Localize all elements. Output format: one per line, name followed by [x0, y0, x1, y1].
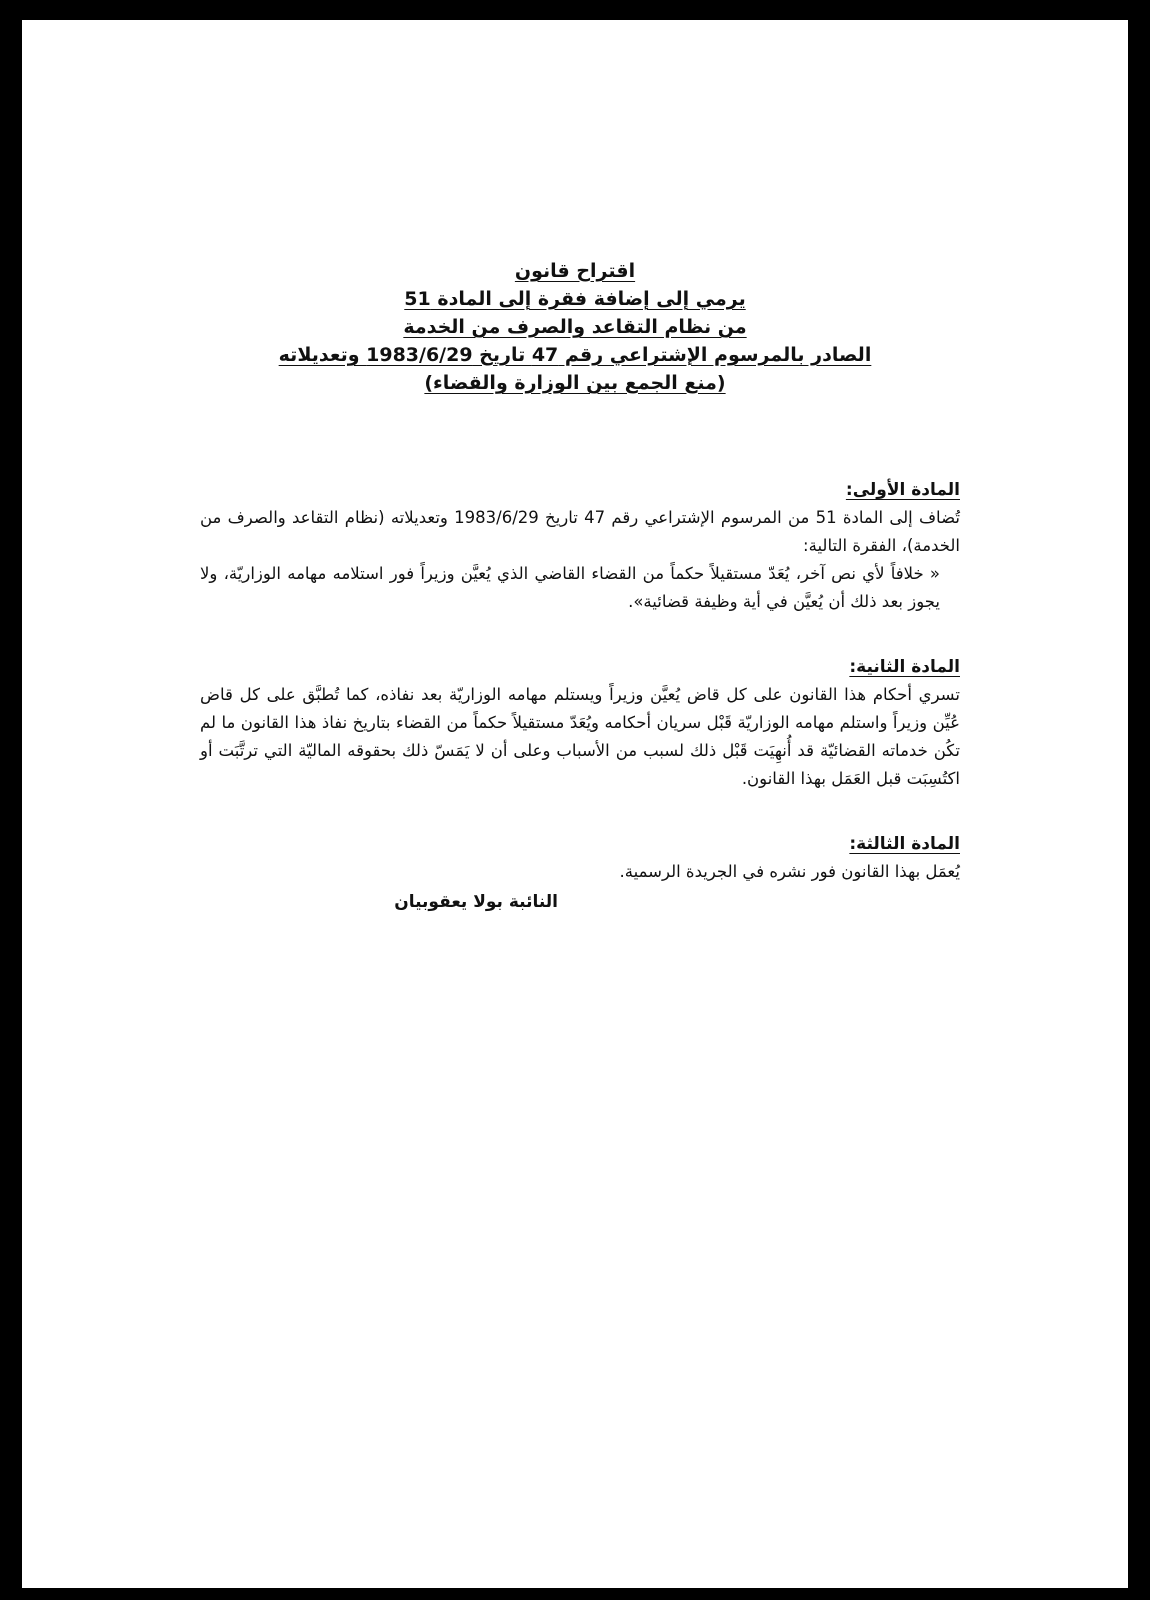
article-3-text: يُعمَل بهذا القانون فور نشره في الجريدة الرسمية.: [619, 862, 960, 881]
document-body: [22, 20, 1128, 1588]
article-2: [200, 653, 960, 793]
article-2-heading: المادة الثانية:: [849, 657, 960, 677]
article-1: [200, 476, 960, 616]
title-line-1: اقتراح قانون: [514, 260, 636, 282]
article-3: [200, 830, 960, 886]
title-line-4: الصادر بالمرسوم الإشتراعي رقم 47 تاريخ 1983/6/29 وتعديلاته: [278, 344, 872, 366]
article-1-quote: « خلافاً لأي نص آخر، يُعَدّ مستقيلاً حكماً من القضاء القاضي الذي يُعيَّن وزيراً فور استلامه مهامه الوزاريّة، ولا يجوز بعد ذلك أن يُعيَّن في أية وظيفة قضائية».: [200, 564, 940, 611]
document-title: [242, 257, 908, 397]
article-1-text: تُضاف إلى المادة 51 من المرسوم الإشتراعي رقم 47 تاريخ 1983/6/29 وتعديلاته (نظام التقاعد والصرف من الخدمة)، الفقرة التالية:: [200, 508, 960, 555]
document-page: [22, 20, 1128, 1588]
title-line-2: يرمي إلى إضافة فقرة إلى المادة 51: [404, 288, 746, 310]
article-2-text: تسري أحكام هذا القانون على كل قاض يُعيَّن وزيراً ويستلم مهامه الوزاريّة بعد نفاذه، كما تُطبَّق على كل قاض عُيِّن وزيراً واستلم مهامه الوزاريّة قَبْل سريان أحكامه ويُعَدّ مستقيلاً حكماً من القضاء بتاريخ نفاذ هذا القانون ما لم تكُن خدماته القضائيّة قد أُنهِيَت قَبْل ذلك لسبب من الأسباب وعلى أن لا يَمَسّ ذلك بحقوقه الماليّة التي ترتَّبَت أو اكتُسِبَت قبل العَمَل بهذا القانون.: [200, 685, 960, 788]
article-3-heading: المادة الثالثة:: [849, 834, 960, 854]
article-1-heading: المادة الأولى:: [845, 480, 960, 500]
title-line-3: من نظام التقاعد والصرف من الخدمة: [403, 316, 747, 338]
signature: النائبة بولا يعقوبيان: [394, 892, 558, 912]
title-line-5: (منع الجمع بين الوزارة والقضاء): [424, 372, 726, 394]
